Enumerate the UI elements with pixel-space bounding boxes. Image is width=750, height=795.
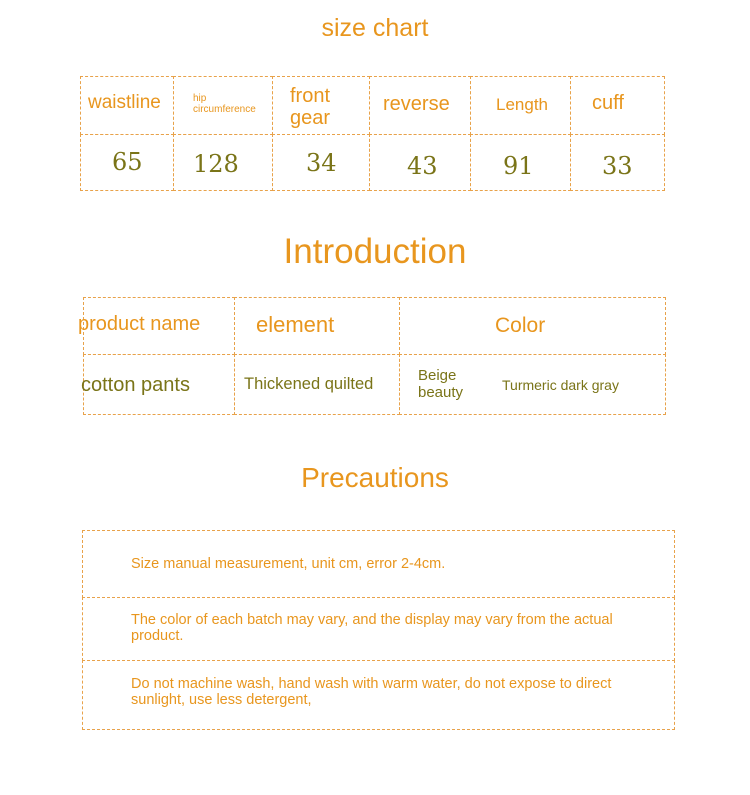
header-reverse: reverse — [383, 93, 450, 115]
precaution-text: Do not machine wash, hand wash with warm water, do not expose to direct sunlight, use less detergent, — [131, 676, 612, 708]
value-color-turmeric: Turmeric dark gray — [502, 377, 619, 393]
size-header-cell — [80, 76, 174, 135]
intro-header-cell — [399, 297, 666, 355]
size-value-cell — [80, 134, 174, 191]
header-cuff: cuff — [592, 92, 624, 114]
size-value-cell — [470, 134, 571, 191]
precautions-title: Precautions — [301, 462, 449, 493]
precaution-item — [82, 597, 675, 661]
size-header-cell — [470, 76, 571, 135]
size-value-cell — [369, 134, 471, 191]
intro-header-cell — [78, 297, 235, 355]
intro-value-cell — [83, 354, 235, 415]
size-header-cell — [173, 76, 273, 135]
size-chart-title: size chart — [321, 14, 429, 42]
value-element: Thickened quilted — [244, 375, 374, 393]
size-header-cell — [272, 76, 370, 135]
value-front-gear: 34 — [306, 149, 337, 177]
precaution-item — [82, 530, 675, 598]
size-value-cell — [272, 134, 370, 191]
introduction-title: Introduction — [283, 232, 467, 271]
precaution-text: The color of each batch may vary, and the display may vary from the actual product. — [131, 612, 613, 644]
value-cuff: 33 — [602, 152, 633, 180]
header-color: Color — [495, 314, 546, 337]
value-product-name: cotton pants — [81, 374, 190, 396]
header-element: element — [256, 312, 335, 337]
header-hip-circumference: hip circumference — [193, 93, 256, 115]
value-hip-circumference: 128 — [193, 150, 239, 178]
value-waistline: 65 — [112, 148, 143, 176]
size-value-cell — [173, 134, 273, 191]
value-reverse: 43 — [407, 152, 438, 180]
header-waistline: waistline — [88, 92, 161, 113]
header-product-name: product name — [78, 313, 201, 335]
precaution-text: Size manual measurement, unit cm, error 2-4cm. — [131, 556, 446, 572]
precaution-item — [82, 660, 675, 730]
value-color-beige: Beige beauty — [418, 367, 464, 401]
size-header-cell — [570, 76, 665, 135]
intro-value-cell — [234, 354, 400, 415]
size-header-cell — [369, 76, 471, 135]
header-length: Length — [496, 95, 548, 114]
intro-value-cell — [399, 354, 666, 415]
value-length: 91 — [503, 152, 534, 180]
intro-header-cell — [234, 297, 400, 355]
header-front-gear: front gear — [290, 85, 331, 129]
size-value-cell — [570, 134, 665, 191]
